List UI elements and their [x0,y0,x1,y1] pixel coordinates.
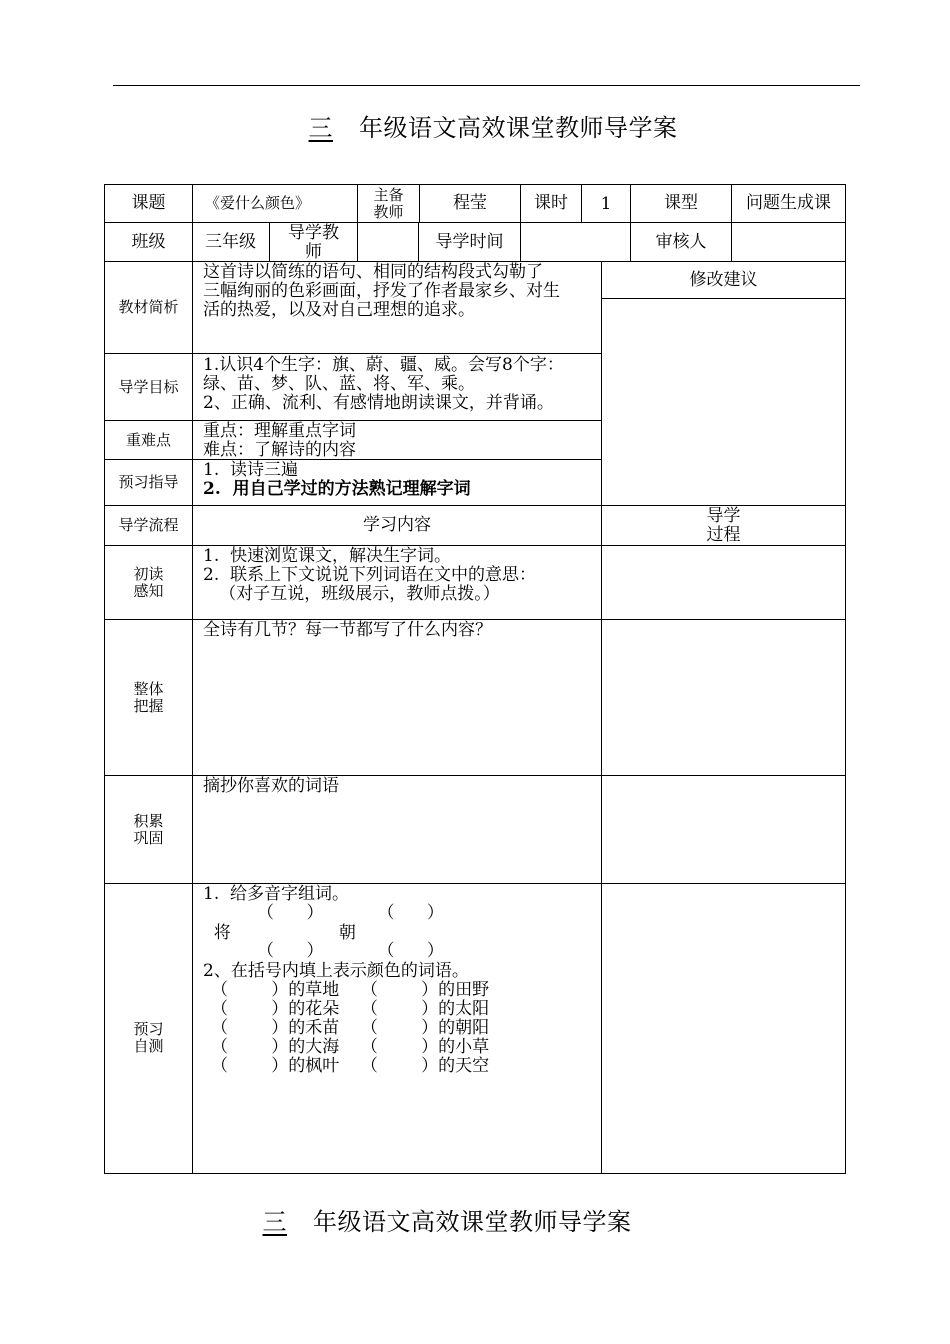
analysis-text: 这首诗以简练的语句、相同的结构段式勾勒了 三幅绚丽的色彩画面，抒发了作者最家乡、对生 活的热爱，以及对自己理想的追求。 [203,262,560,320]
lead-teacher-value-cell [419,184,521,223]
goals-text: 1.认识4个生字：旗、蔚、疆、威。会写8个字： 绿、苗、梦、队、蓝、将、军、乘。 2、正确、流利、有感情地朗读课文，并背诵。 [203,355,564,413]
lesson-value: 《爱什么颜色》 [205,194,311,212]
flow-label-cell [104,505,193,546]
lesson-label-cell [104,184,193,223]
accumulate-cell [192,775,602,884]
overall-label: 整体 把握 [133,680,164,715]
guide-time-label-cell [418,222,521,262]
lesson-label: 课题 [131,193,166,213]
self-test-q1: 1. 给多音字组词。 [203,884,350,904]
guide-time-label: 导学时间 [435,232,504,252]
overall-label-cell [104,619,193,776]
guide-teacher-label: 导学教 师 [288,223,339,262]
period-value-cell [581,184,631,223]
first-read-label-cell [104,545,193,620]
accumulate-text: 摘抄你喜欢的词语 [203,776,339,796]
guide-teacher-value-cell [357,222,419,262]
color-row: （ ）的花朵 （ ）的太阳 [211,999,490,1019]
accumulate-notes [601,775,846,884]
first-read-notes [601,545,846,620]
lesson-value-cell [192,184,358,223]
overall-text: 全诗有几节？每一节都写了什么内容？ [203,620,492,640]
self-test-cell [192,883,602,1174]
title-text: 年级语文高效课堂教师导学案 [359,114,678,142]
overall-cell [192,619,602,776]
first-read-text: 1. 快速浏览课文，解决生字词。 2. 联系上下文说说下列词语在文中的意思： （对子互说，班级展示，教师点拨。） [203,546,537,604]
type-value: 问题生成课 [746,193,831,213]
lesson-plan-table [104,184,846,1174]
poly-row-2: （ ） （ ） [203,941,444,961]
title-grade: 三 [262,1208,287,1236]
self-test-q2: 2、在括号内填上表示颜色的词语。 [203,961,469,981]
self-test-label: 预习 自测 [133,1020,164,1055]
poly-chars: 将 朝 [203,923,356,943]
header-rule [113,85,860,86]
guide-teacher-label-cell [269,222,358,262]
period-label: 课时 [534,193,568,213]
color-row: （ ）的大海 （ ）的小草 [211,1037,490,1057]
guide-time-value-cell [520,222,631,262]
class-label-cell [104,222,193,262]
flow-label: 导学流程 [118,516,179,534]
key-cell [192,420,602,460]
goals-label: 导学目标 [118,378,179,396]
key-text: 重点：理解重点字词 难点：了解诗的内容 [203,421,356,460]
goals-cell [192,353,602,421]
analysis-cell [192,261,602,354]
class-label: 班级 [131,232,166,252]
content-label: 学习内容 [363,515,431,535]
class-value-cell [192,222,270,262]
type-label-cell [630,184,732,223]
first-read-label: 初读 感知 [133,565,164,600]
color-row: （ ）的禾苗 （ ）的朝阳 [211,1018,490,1038]
analysis-label-cell [104,261,193,354]
color-row: （ ）的枫叶 （ ）的天空 [211,1056,490,1076]
color-row: （ ）的草地 （ ）的田野 [211,980,490,1000]
goals-label-cell [104,353,193,421]
overall-notes [601,619,846,776]
self-test-notes [601,883,846,1174]
lead-teacher-label-cell [357,184,420,223]
preview-text-2: 2. 用自己学过的方法熟记理解字词 [203,479,471,499]
reviewer-label-cell [630,222,732,262]
period-value: 1 [600,194,612,214]
poly-row-1: （ ） （ ） [203,903,444,923]
key-label-cell [104,420,193,460]
second-page-title [0,1202,922,1237]
reviewer-value-cell [731,222,846,262]
accumulate-label: 积累 巩固 [133,812,164,847]
lead-teacher-value: 程莹 [453,193,487,213]
accumulate-label-cell [104,775,193,884]
class-value: 三年级 [205,232,256,252]
key-label: 重难点 [125,431,171,449]
lead-teacher-label: 主备 教师 [373,186,404,221]
self-test-label-cell [104,883,193,1174]
period-label-cell [520,184,582,223]
revision-cell [601,298,846,506]
content-label-cell [192,505,602,546]
type-value-cell [731,184,846,223]
preview-label-cell [104,459,193,506]
reviewer-label: 审核人 [655,232,707,252]
preview-text-1: 1. 读诗三遍 [203,460,299,480]
revision-label-cell [601,261,846,299]
process-label-cell [601,505,846,546]
preview-label: 预习指导 [118,473,179,491]
preview-cell [192,459,602,506]
page-title [18,108,950,143]
title-text: 年级语文高效课堂教师导学案 [313,1208,632,1236]
title-grade: 三 [308,114,333,142]
process-label: 导学 过程 [706,506,741,545]
analysis-label: 教材简析 [118,298,179,316]
first-read-cell [192,545,602,620]
type-label: 课型 [664,193,698,213]
revision-label: 修改建议 [689,270,758,290]
